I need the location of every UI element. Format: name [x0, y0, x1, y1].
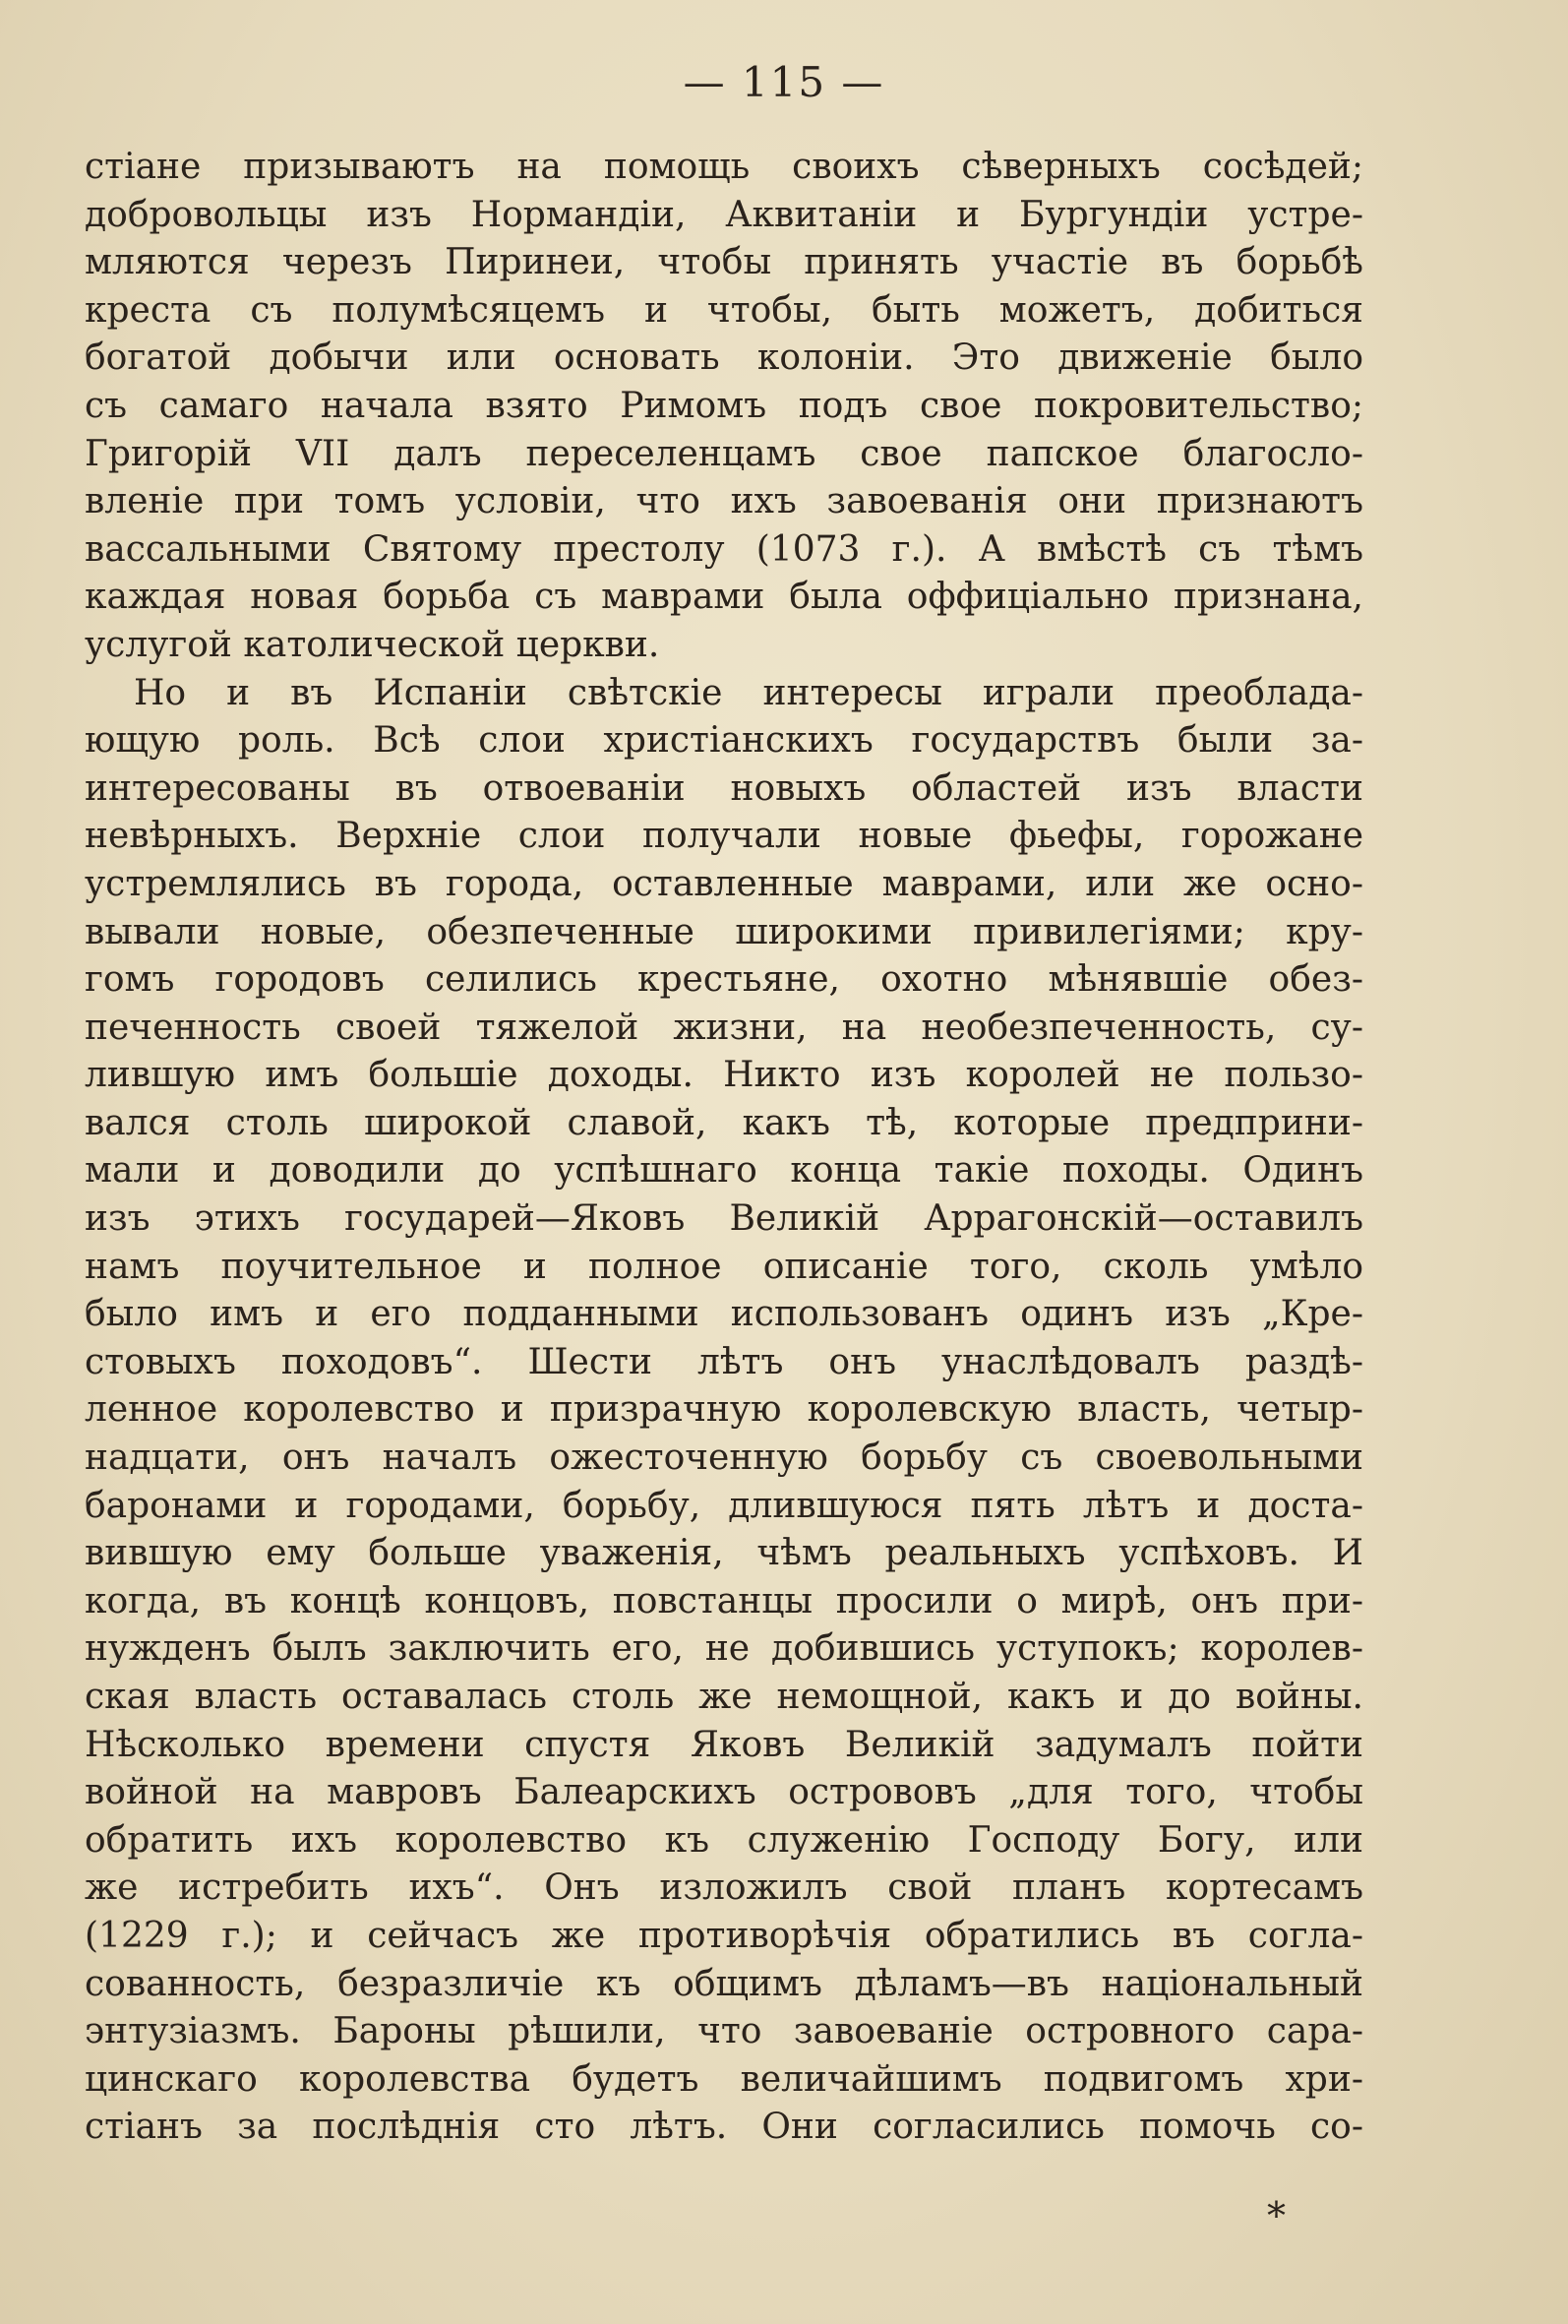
text-line: обратить ихъ королевство къ служенію Господу Богу, или: [85, 1819, 1363, 1861]
text-line: же истребить ихъ“. Онъ изложилъ свой планъ кортесамъ: [85, 1867, 1363, 1909]
text-line: богатой добычи или основать колоніи. Это движеніе было: [85, 337, 1363, 379]
text-line: Но и въ Испаніи свѣтскіе интересы играли преоблада-: [134, 672, 1363, 713]
text-line: ющую роль. Всѣ слои христіанскихъ государствъ были за-: [85, 720, 1363, 762]
text-line: цинскаго королевства будетъ величайшимъ подвигомъ хри-: [85, 2058, 1363, 2100]
text-line: гомъ городовъ селились крестьяне, охотно мѣнявшіе обез-: [85, 959, 1363, 1001]
text-line: нужденъ былъ заключить его, не добившись уступокъ; королев-: [85, 1628, 1363, 1670]
text-line: печенность своей тяжелой жизни, на необезпеченность, су-: [85, 1007, 1363, 1048]
signature-mark: *: [1267, 2194, 1286, 2237]
text-line: добровольцы изъ Нормандіи, Аквитаніи и Бургундіи устре-: [85, 194, 1363, 235]
text-line: ленное королевство и призрачную королевскую власть, четыр-: [85, 1389, 1363, 1431]
text-line: намъ поучительное и полное описаніе того, сколь умѣло: [85, 1246, 1363, 1287]
text-line: ская власть оставалась столь же немощной, какъ и до войны.: [85, 1677, 1363, 1717]
text-line: устремлялись въ города, оставленные маврами, или же осно-: [85, 863, 1363, 904]
text-line: было имъ и его подданными использованъ одинъ изъ „Кре-: [85, 1294, 1363, 1335]
text-line: интересованы въ отвоеваніи новыхъ областей изъ власти: [85, 767, 1363, 809]
text-line: вленіе при томъ условіи, что ихъ завоеванія они признаютъ: [85, 481, 1363, 522]
text-line: стіане призываютъ на помощь своихъ сѣверныхъ сосѣдей;: [85, 147, 1363, 187]
text-line: каждая новая борьба съ маврами была оффиціально признана,: [85, 577, 1363, 618]
text-line: сованность, безразличіе къ общимъ дѣламъ—въ національный: [85, 1963, 1363, 2004]
text-line: надцати, онъ началъ ожесточенную борьбу съ своевольными: [85, 1437, 1363, 1479]
text-line: стовыхъ походовъ“. Шести лѣтъ онъ унаслѣдовалъ раздѣ-: [85, 1341, 1363, 1382]
text-line: (1229 г.); и сейчасъ же противорѣчія обратились въ согла-: [85, 1915, 1363, 1956]
text-line: стіанъ за послѣднія сто лѣтъ. Они согласились помочь со-: [85, 2107, 1363, 2148]
text-line: мляются черезъ Пиринеи, чтобы принять участіе въ борьбѣ: [85, 242, 1363, 283]
page-number: — 115 —: [683, 58, 885, 106]
text-line: вившую ему больше уваженія, чѣмъ реальныхъ успѣховъ. И: [85, 1533, 1363, 1574]
text-line: баронами и городами, борьбу, длившуюся пять лѣтъ и доста-: [85, 1485, 1363, 1526]
text-line: изъ этихъ государей—Яковъ Великій Аррагонскій—оставилъ: [85, 1198, 1363, 1240]
text-line: когда, въ концѣ концовъ, повстанцы просили о мирѣ, онъ при-: [85, 1580, 1363, 1621]
text-line: вался столь широкой славой, какъ тѣ, которые предприни-: [85, 1102, 1363, 1143]
text-line: невѣрныхъ. Верхніе слои получали новые фьефы, горожане: [85, 816, 1363, 857]
text-line: услугой католической церкви.: [85, 624, 660, 665]
text-line: мали и доводили до успѣшнаго конца такіе походы. Одинъ: [85, 1150, 1363, 1192]
text-line: войной на мавровъ Балеарскихъ острововъ „для того, чтобы: [85, 1772, 1363, 1813]
text-line: вывали новые, обезпеченные широкими привилегіями; кру-: [85, 911, 1363, 952]
text-line: энтузіазмъ. Бароны рѣшили, что завоеваніе островного сара-: [85, 2011, 1363, 2052]
text-line: креста съ полумѣсяцемъ и чтобы, быть можетъ, добиться: [85, 289, 1363, 331]
text-line: Григорій VII далъ переселенцамъ свое папское благосло-: [85, 433, 1363, 474]
text-line: Нѣсколько времени спустя Яковъ Великій задумалъ пойти: [85, 1724, 1363, 1765]
text-line: съ самаго начала взято Римомъ подъ свое покровительство;: [85, 385, 1363, 426]
text-line: лившую имъ большіе доходы. Никто изъ королей не пользо-: [85, 1055, 1363, 1096]
body-text: [85, 144, 1363, 2152]
text-line: вассальными Святому престолу (1073 г.). А вмѣстѣ съ тѣмъ: [85, 528, 1363, 570]
